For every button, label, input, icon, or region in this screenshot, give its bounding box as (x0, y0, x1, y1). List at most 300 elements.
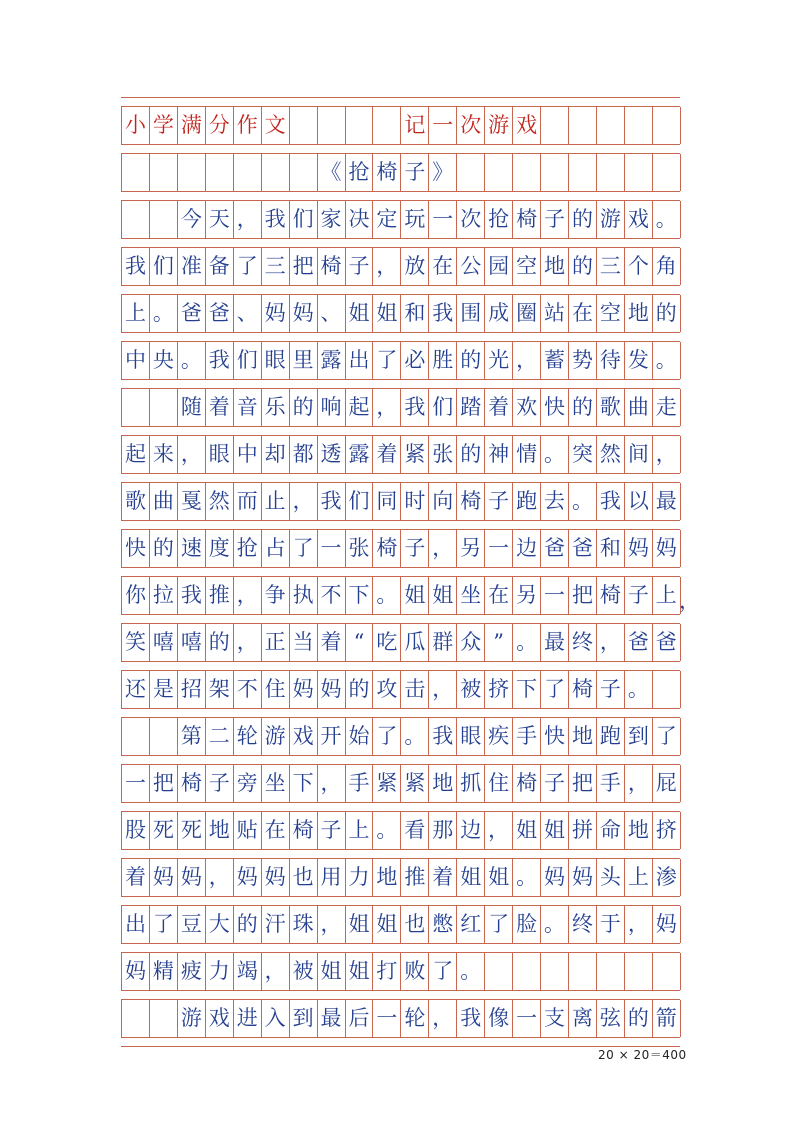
grid-cell: 中 (234, 436, 262, 473)
grid-cell: 快 (541, 389, 569, 426)
grid-cell: 。 (373, 812, 401, 849)
grid-cell (206, 154, 234, 191)
grid-spacer-band (121, 379, 680, 389)
grid-cell: 在 (485, 577, 513, 614)
grid-cell: 。 (569, 483, 597, 520)
grid-cell: 子 (485, 483, 513, 520)
grid-cell: 头 (597, 859, 625, 896)
grid-cell: 一 (485, 530, 513, 567)
grid-cell: 上 (625, 859, 653, 896)
grid-cell: 《 (318, 154, 346, 191)
grid-cell: 把 (150, 765, 178, 802)
grid-cell: 起 (122, 436, 150, 473)
grid-cell (150, 389, 178, 426)
grid-cell: 紧 (373, 765, 401, 802)
grid-cell: 的 (457, 342, 485, 379)
grid-cell: 椅 (373, 530, 401, 567)
grid-cell: 不 (234, 671, 262, 708)
grid-cell: 嘻 (150, 624, 178, 661)
grid-cell: 。 (513, 624, 541, 661)
grid-cell: 大 (206, 906, 234, 943)
grid-cell: 来 (150, 436, 178, 473)
grid-cell: 瓜 (401, 624, 429, 661)
grid-count-label: 20 × 20＝400 (598, 1048, 687, 1062)
grid-cell: 一 (318, 530, 346, 567)
grid-cell: 的 (206, 624, 234, 661)
grid-spacer-band (121, 285, 680, 295)
grid-cell: 推 (206, 577, 234, 614)
grid-cell: 子 (346, 248, 374, 285)
grid-cell: 的 (569, 201, 597, 238)
grid-cell: “ (346, 624, 374, 661)
grid-cell: 爸 (625, 624, 653, 661)
grid-cell: 后 (346, 1000, 374, 1037)
grid-cell: 妈 (262, 295, 290, 332)
grid-cell: ， (429, 1000, 457, 1037)
grid-cell: 败 (401, 953, 429, 990)
grid-cell: 神 (485, 436, 513, 473)
grid-cell (625, 154, 653, 191)
grid-spacer-band (121, 332, 680, 342)
grid-cell: 看 (401, 812, 429, 849)
grid-cell: 抢 (485, 201, 513, 238)
grid-cell: 戏 (206, 1000, 234, 1037)
grid-cell: 止 (262, 483, 290, 520)
grid-cell: 着 (318, 624, 346, 661)
grid-cell: 手 (513, 718, 541, 755)
grid-spacer-band (121, 802, 680, 812)
grid-cell: 姐 (485, 859, 513, 896)
grid-cell: 着 (373, 436, 401, 473)
grid-cell: 们 (429, 389, 457, 426)
grid-cell: 憋 (429, 906, 457, 943)
grid-cell: 下 (346, 577, 374, 614)
grid-cell: 豆 (178, 906, 206, 943)
grid-cell: 支 (541, 1000, 569, 1037)
grid-cell: 上 (122, 295, 150, 332)
grid-cell: 你 (122, 577, 150, 614)
grid-cell: 园 (485, 248, 513, 285)
grid-cell: 群 (429, 624, 457, 661)
grid-cell: ， (318, 906, 346, 943)
grid-cell: 势 (569, 342, 597, 379)
grid-cell: 开 (318, 718, 346, 755)
grid-cell: 了 (541, 671, 569, 708)
grid-cell (122, 389, 150, 426)
grid-cell: ， (625, 765, 653, 802)
grid-cell: 被 (457, 671, 485, 708)
grid-cell: 正 (262, 624, 290, 661)
text-row (121, 577, 680, 614)
grid-cell: 出 (346, 342, 374, 379)
grid-cell: 爸 (206, 295, 234, 332)
grid-cell (625, 107, 653, 144)
grid-cell (373, 107, 401, 144)
grid-cell: 姐 (346, 295, 374, 332)
grid-spacer-band (121, 97, 680, 107)
grid-cell: 快 (122, 530, 150, 567)
grid-cell: 姐 (318, 953, 346, 990)
text-row (121, 248, 680, 285)
grid-cell: 挤 (653, 812, 681, 849)
grid-cell: 执 (290, 577, 318, 614)
grid-cell (178, 154, 206, 191)
grid-cell: 轮 (401, 1000, 429, 1037)
grid-cell: 笑 (122, 624, 150, 661)
grid-cell: 游 (178, 1000, 206, 1037)
grid-cell: 记 (401, 107, 429, 144)
grid-cell: ， (262, 953, 290, 990)
grid-cell (122, 201, 150, 238)
grid-cell (569, 953, 597, 990)
grid-cell: 。 (541, 906, 569, 943)
grid-cell: 贴 (234, 812, 262, 849)
grid-cell: 情 (513, 436, 541, 473)
grid-cell: 突 (569, 436, 597, 473)
grid-cell: 空 (513, 248, 541, 285)
grid-cell: 被 (290, 953, 318, 990)
grid-cell: 抢 (234, 530, 262, 567)
grid-cell: 姐 (373, 295, 401, 332)
grid-cell (150, 718, 178, 755)
grid-cell: 于 (597, 906, 625, 943)
grid-cell: 我 (262, 201, 290, 238)
grid-cell: 死 (150, 812, 178, 849)
grid-cell: 抢 (346, 154, 374, 191)
grid-cell: 终 (569, 624, 597, 661)
grid-cell: ” (485, 624, 513, 661)
grid-cell (122, 718, 150, 755)
grid-cell: 住 (262, 671, 290, 708)
grid-cell: ， (318, 765, 346, 802)
text-row (121, 530, 680, 567)
grid-cell: 妈 (625, 530, 653, 567)
grid-cell: 角 (653, 248, 681, 285)
grid-cell: 我 (206, 342, 234, 379)
grid-cell: ， (597, 624, 625, 661)
grid-cell: ， (234, 577, 262, 614)
grid-cell: 央 (150, 342, 178, 379)
grid-cell (653, 671, 681, 708)
grid-cell: 吃 (373, 624, 401, 661)
grid-cell: 下 (290, 765, 318, 802)
grid-cell: 。 (513, 859, 541, 896)
grid-cell: 了 (429, 953, 457, 990)
grid-cell: 子 (318, 812, 346, 849)
grid-cell: 一 (429, 201, 457, 238)
grid-cell (597, 154, 625, 191)
grid-cell: 轮 (234, 718, 262, 755)
grid-cell: 曲 (625, 389, 653, 426)
grid-cell: 中 (122, 342, 150, 379)
grid-cell: 》 (429, 154, 457, 191)
overflow-punctuation: ， (679, 589, 700, 613)
grid-cell (541, 953, 569, 990)
grid-cell: 透 (318, 436, 346, 473)
grid-cell: 椅 (373, 154, 401, 191)
grid-cell: 了 (373, 718, 401, 755)
grid-cell: 命 (597, 812, 625, 849)
grid-spacer-band (121, 426, 680, 436)
grid-cell: 放 (401, 248, 429, 285)
grid-cell: 椅 (569, 671, 597, 708)
grid-cell: ， (513, 342, 541, 379)
grid-cell: 我 (457, 1000, 485, 1037)
grid-cell: 地 (541, 248, 569, 285)
grid-cell (653, 953, 681, 990)
grid-cell: 天 (206, 201, 234, 238)
grid-cell: 用 (318, 859, 346, 896)
grid-cell: 把 (569, 765, 597, 802)
grid-cell (653, 154, 681, 191)
grid-cell (318, 107, 346, 144)
grid-cell: ， (429, 530, 457, 567)
grid-cell: 的 (234, 906, 262, 943)
grid-cell: 我 (429, 718, 457, 755)
grid-cell: 边 (457, 812, 485, 849)
grid-cell: 。 (457, 953, 485, 990)
grid-cell: 力 (346, 859, 374, 896)
grid-cell: 到 (625, 718, 653, 755)
grid-cell: 姐 (541, 812, 569, 849)
grid-cell: 踏 (457, 389, 485, 426)
grid-cell: 离 (569, 1000, 597, 1037)
grid-cell: 着 (429, 859, 457, 896)
grid-cell: 姐 (346, 953, 374, 990)
text-row (121, 812, 680, 849)
grid-cell: 定 (373, 201, 401, 238)
grid-cell: 子 (401, 154, 429, 191)
grid-spacer-band (121, 191, 680, 201)
grid-cell: 们 (346, 483, 374, 520)
grid-cell: 了 (653, 718, 681, 755)
grid-cell: 姐 (429, 577, 457, 614)
grid-spacer-band (121, 520, 680, 530)
grid-cell: 度 (206, 530, 234, 567)
grid-cell: ， (178, 436, 206, 473)
grid-cell: 妈 (234, 859, 262, 896)
grid-cell: 决 (346, 201, 374, 238)
grid-cell: 我 (122, 248, 150, 285)
grid-cell: 边 (513, 530, 541, 567)
grid-cell: 音 (234, 389, 262, 426)
grid-cell: ， (234, 201, 262, 238)
grid-cell: 不 (318, 577, 346, 614)
grid-cell (234, 154, 262, 191)
grid-cell (150, 1000, 178, 1037)
grid-cell: 妈 (122, 953, 150, 990)
grid-cell: 张 (429, 436, 457, 473)
grid-cell: 汗 (262, 906, 290, 943)
grid-cell: ， (373, 389, 401, 426)
grid-spacer-band (121, 144, 680, 154)
grid-cell (513, 154, 541, 191)
grid-cell: 妈 (262, 859, 290, 896)
grid-cell: 的 (569, 389, 597, 426)
grid-cell: 下 (513, 671, 541, 708)
grid-cell: 手 (346, 765, 374, 802)
grid-cell: 拼 (569, 812, 597, 849)
text-row (121, 906, 680, 943)
grid-cell: 戏 (290, 718, 318, 755)
grid-cell: 眼 (262, 342, 290, 379)
grid-cell: 爸 (541, 530, 569, 567)
grid-cell: 张 (346, 530, 374, 567)
grid-cell: 把 (569, 577, 597, 614)
grid-cell: 站 (541, 295, 569, 332)
grid-cell: 二 (206, 718, 234, 755)
grid-cell: 的 (150, 530, 178, 567)
grid-cell: 珠 (290, 906, 318, 943)
grid-cell: 到 (290, 1000, 318, 1037)
grid-cell: 三 (262, 248, 290, 285)
grid-cell: 姐 (513, 812, 541, 849)
grid-cell: 架 (206, 671, 234, 708)
grid-cell: 在 (429, 248, 457, 285)
grid-cell: 的 (625, 1000, 653, 1037)
grid-cell: 了 (234, 248, 262, 285)
grid-cell (290, 154, 318, 191)
grid-cell: 妈 (541, 859, 569, 896)
grid-cell: 然 (206, 483, 234, 520)
grid-cell: 力 (206, 953, 234, 990)
grid-cell: 备 (206, 248, 234, 285)
grid-cell (290, 107, 318, 144)
grid-cell (485, 154, 513, 191)
grid-cell: 姐 (373, 906, 401, 943)
grid-cell: 。 (541, 436, 569, 473)
grid-cell (457, 154, 485, 191)
grid-cell: 我 (178, 577, 206, 614)
grid-spacer-band (121, 661, 680, 671)
grid-cell: 时 (401, 483, 429, 520)
grid-cell: 第 (178, 718, 206, 755)
grid-cell: 渗 (653, 859, 681, 896)
grid-cell: 子 (597, 671, 625, 708)
grid-cell: 股 (122, 812, 150, 849)
grid-cell: 发 (625, 342, 653, 379)
grid-cell: 地 (625, 812, 653, 849)
grid-cell: 像 (485, 1000, 513, 1037)
grid-cell: 最 (541, 624, 569, 661)
grid-cell: 起 (346, 389, 374, 426)
grid-cell: 嘻 (178, 624, 206, 661)
grid-cell (122, 1000, 150, 1037)
grid-cell: 最 (653, 483, 681, 520)
grid-cell: 了 (485, 906, 513, 943)
grid-spacer-band (121, 567, 680, 577)
grid-cell: 也 (290, 859, 318, 896)
grid-cell: 紧 (401, 765, 429, 802)
grid-cell: ， (653, 436, 681, 473)
grid-cell: 。 (178, 342, 206, 379)
grid-cell: 游 (262, 718, 290, 755)
grid-cell: 空 (597, 295, 625, 332)
grid-cell: 蓄 (541, 342, 569, 379)
grid-cell: 我 (401, 389, 429, 426)
grid-cell: 椅 (457, 483, 485, 520)
grid-cell: 一 (541, 577, 569, 614)
grid-cell: 露 (318, 342, 346, 379)
grid-cell: 我 (318, 483, 346, 520)
grid-cell: 而 (234, 483, 262, 520)
grid-cell: 去 (541, 483, 569, 520)
grid-cell: 。 (373, 577, 401, 614)
grid-cell: 招 (178, 671, 206, 708)
grid-cell: 我 (429, 295, 457, 332)
grid-cell: 椅 (597, 577, 625, 614)
grid-cell: 们 (150, 248, 178, 285)
grid-cell: 了 (373, 342, 401, 379)
grid-spacer-band (121, 708, 680, 718)
grid-cell (653, 107, 681, 144)
grid-cell: 快 (541, 718, 569, 755)
grid-cell: 爸 (569, 530, 597, 567)
text-row (121, 483, 680, 520)
grid-spacer-band (121, 238, 680, 248)
text-row (121, 624, 680, 661)
grid-cell (541, 107, 569, 144)
grid-cell: 出 (122, 906, 150, 943)
grid-cell: 、 (234, 295, 262, 332)
grid-cell: 子 (625, 577, 653, 614)
grid-cell: ， (485, 812, 513, 849)
grid-cell: 乐 (262, 389, 290, 426)
grid-cell: 妈 (178, 859, 206, 896)
grid-cell: 个 (625, 248, 653, 285)
grid-cell: 准 (178, 248, 206, 285)
grid-cell: 打 (373, 953, 401, 990)
grid-cell: 学 (150, 107, 178, 144)
grid-cell: 子 (401, 530, 429, 567)
grid-cell: 击 (401, 671, 429, 708)
grid-cell: 一 (122, 765, 150, 802)
grid-cell: 的 (569, 248, 597, 285)
grid-cell (569, 154, 597, 191)
grid-cell: 另 (457, 530, 485, 567)
grid-cell: 推 (401, 859, 429, 896)
grid-cell: ， (625, 906, 653, 943)
grid-cell: 手 (597, 765, 625, 802)
grid-cell: 歌 (597, 389, 625, 426)
grid-cell: 满 (178, 107, 206, 144)
grid-cell: 圈 (513, 295, 541, 332)
grid-spacer-band (121, 896, 680, 906)
grid-cell: ， (234, 624, 262, 661)
grid-cell: 必 (401, 342, 429, 379)
grid-cell: 坐 (457, 577, 485, 614)
grid-cell: 然 (597, 436, 625, 473)
grid-cell: 待 (597, 342, 625, 379)
grid-cell (150, 201, 178, 238)
grid-cell: 子 (541, 201, 569, 238)
grid-cell: 箭 (653, 1000, 681, 1037)
grid-cell: 以 (625, 483, 653, 520)
grid-spacer-band (121, 1037, 680, 1047)
grid-cell: 、 (318, 295, 346, 332)
grid-cell: 妈 (653, 530, 681, 567)
grid-cell: 露 (346, 436, 374, 473)
grid-cell: 进 (234, 1000, 262, 1037)
grid-cell: 戏 (625, 201, 653, 238)
grid-cell: 。 (150, 295, 178, 332)
grid-cell: 拉 (150, 577, 178, 614)
grid-cell: 最 (318, 1000, 346, 1037)
grid-cell: 家 (318, 201, 346, 238)
grid-cell: 紧 (401, 436, 429, 473)
grid-cell: 始 (346, 718, 374, 755)
grid-cell: 红 (457, 906, 485, 943)
